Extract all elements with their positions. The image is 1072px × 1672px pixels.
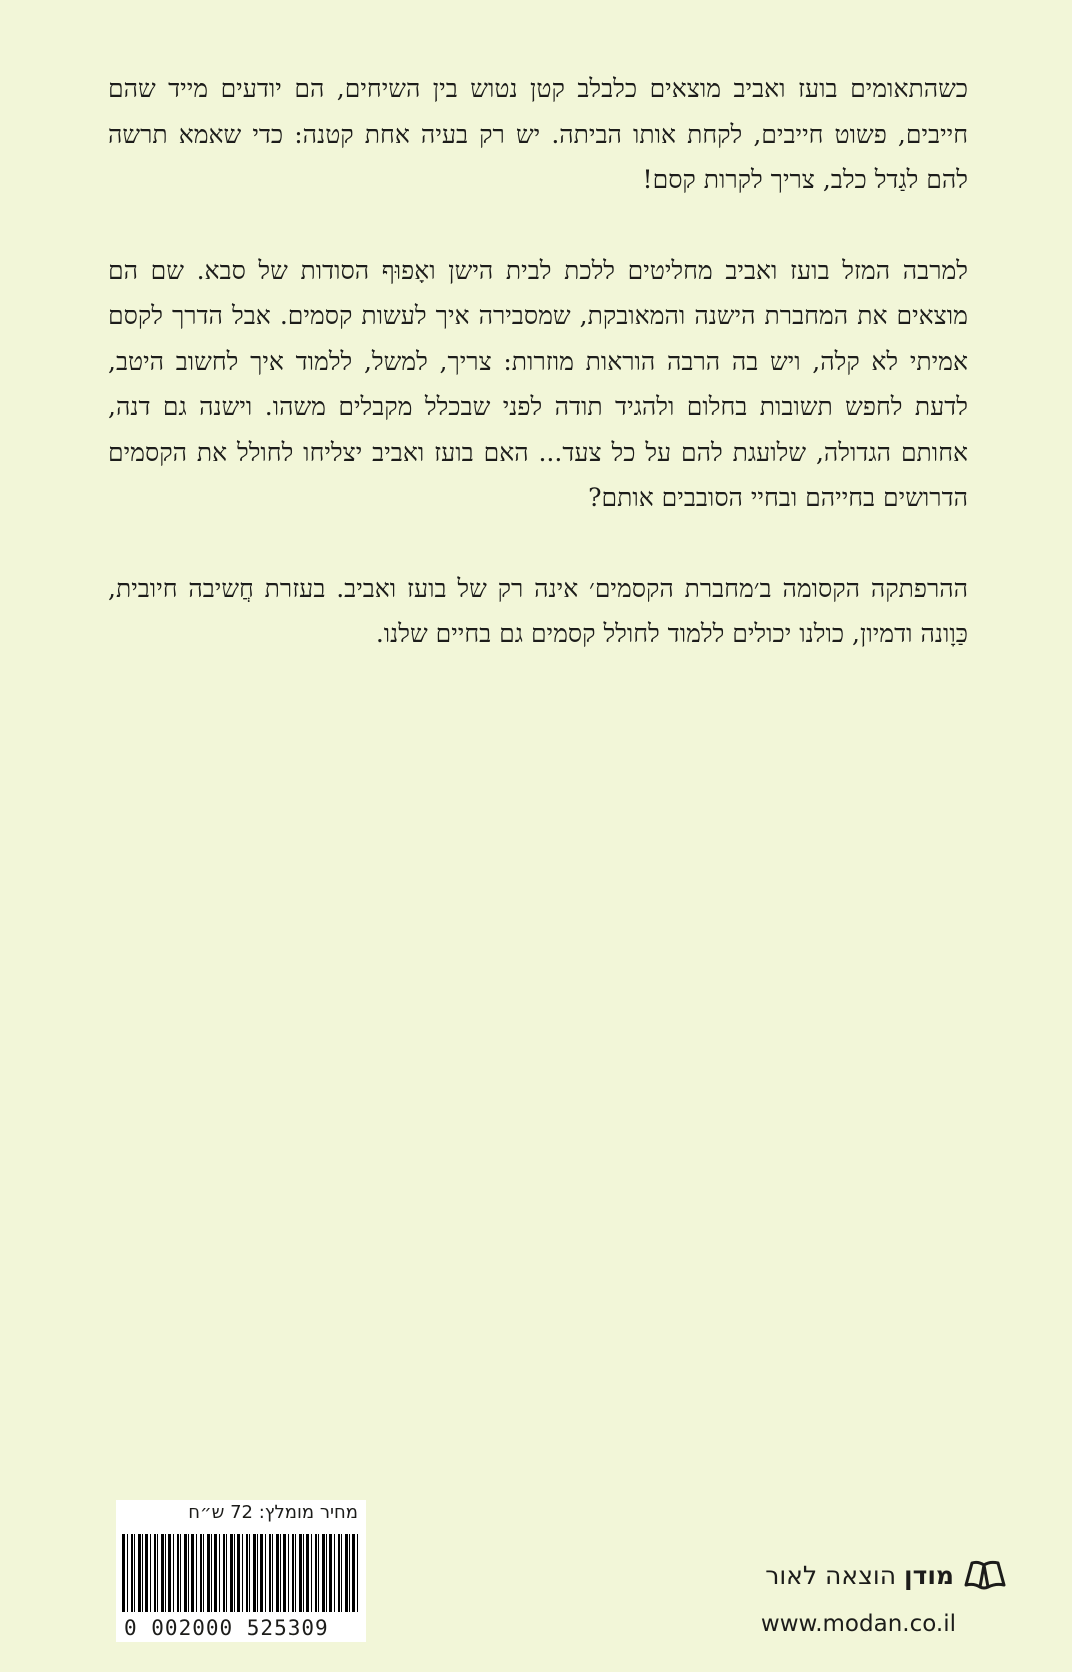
price-label: מחיר מומלץ: 72 ש״ח [188, 1502, 358, 1523]
back-cover-blurb [108, 66, 968, 702]
barcode-label [116, 1500, 366, 1642]
modan-book-logo-icon [962, 1559, 1010, 1591]
publisher-imprint [765, 1559, 1010, 1591]
blurb-paragraph-3: ההרפתקה הקסומה ב׳מחברת הקסמים׳ אינה רק של בועז ואביב. בעזרת חֲשיבה חיובית, כַּוָונה ודמיון, כולנו יכולים ללמוד לחולל קסמים גם בחיים שלנו. [108, 573, 968, 648]
publisher-brand: מודן [904, 1560, 954, 1590]
blurb-paragraph-2: למרבה המזל בועז ואביב מחליטים ללכת לבית הישן ואָפוּף הסודות של סבא. שם הם מוצאים את המחברת הישנה והמאובקת, שמסבירה איך לעשות קסמים. אבל הדרך לקסם אמיתי לא קלה, ויש בה הרבה הוראות מוזרות: צריך, למשל, ללמוד איך לחשוב היטב, לדעת לחפש תשובות בחלום ולהגיד תודה לפני שבכלל מקבלים משהו. וישנה גם דנה, אחותם הגדולה, שלועגת להם על כל צעד... האם בועז ואביב יצליחו לחולל את הקסמים הדרושים בחייהם ובחיי הסובבים אותם? [108, 255, 968, 512]
blurb-paragraph-1: כשהתאומים בועז ואביב מוצאים כלבלב קטן נטוש בין השיחים, הם יודעים מייד שהם חייבים, פשוט חייבים, לקחת אותו הביתה. יש רק בעיה אחת קטנה: כדי שאמא תרשה להם לגַדל כלב, צריך לקרות קסם! [108, 74, 968, 194]
publisher-website: www.modan.co.il [760, 1611, 956, 1637]
publisher-tagline: הוצאה לאור [765, 1560, 897, 1590]
barcode-bars [122, 1534, 360, 1612]
barcode-number: 0 002000 525309 [124, 1616, 329, 1640]
